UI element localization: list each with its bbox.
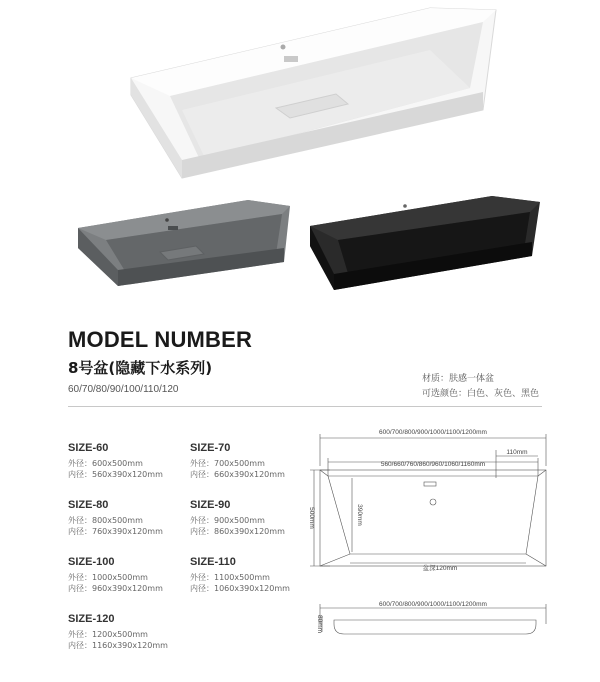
divider	[68, 406, 542, 407]
side-offset-label: 110mm	[506, 449, 528, 456]
model-number-title: MODEL NUMBER	[68, 327, 253, 352]
spec-label: SIZE-80	[68, 499, 109, 511]
spec-label: SIZE-110	[190, 556, 236, 568]
spec-outer: 外径：900x500mm	[190, 516, 265, 525]
spec-inner: 内径：1160x390x120mm	[68, 641, 168, 650]
spec-inner: 内径：1060x390x120mm	[190, 584, 290, 593]
inner-depth-label: 390mm	[356, 504, 363, 526]
spec-outer: 外径：1000x500mm	[68, 573, 148, 582]
white-basin-image	[0, 0, 600, 300]
side-width-label: 600/700/800/900/1000/1100/1200mm	[379, 601, 487, 608]
outer-depth-label: 500mm	[308, 507, 315, 529]
spec-outer: 外径：800x500mm	[68, 516, 143, 525]
technical-drawing	[300, 420, 560, 660]
size-list: 60/70/80/90/100/110/120	[68, 384, 179, 395]
spec-size-90	[190, 500, 285, 537]
spec-label: SIZE-70	[190, 442, 231, 454]
spec-label: SIZE-100	[68, 556, 115, 568]
inner-width-label: 560/660/760/860/960/1060/1160mm	[380, 461, 486, 468]
spec-size-60	[68, 443, 163, 480]
series-subtitle: 8号盆(隐藏下水系列)	[68, 359, 213, 377]
spec-label: SIZE-90	[190, 499, 231, 511]
spec-size-80	[68, 500, 163, 537]
outer-width-label: 600/700/800/900/1000/1100/1200mm	[379, 429, 487, 436]
spec-inner: 内径：960x390x120mm	[68, 584, 163, 593]
spec-size-100	[68, 557, 163, 594]
spec-inner: 内径：860x390x120mm	[190, 527, 285, 536]
spec-outer: 外径：1100x500mm	[190, 573, 270, 582]
spec-label: SIZE-60	[68, 442, 109, 454]
spec-inner: 内径：560x390x120mm	[68, 470, 163, 479]
color-options-text: 可选颜色：白色、灰色、黑色	[422, 389, 540, 399]
spec-size-110	[190, 557, 290, 594]
material-text: 材质：肤感一体盆	[422, 374, 495, 384]
height-label: 80mm	[316, 614, 323, 634]
spec-inner: 内径：760x390x120mm	[68, 527, 163, 536]
material-info	[422, 372, 539, 402]
spec-outer: 外径：1200x500mm	[68, 630, 148, 639]
spec-outer: 外径：600x500mm	[68, 459, 143, 468]
basin-depth-label: 盆深120mm	[422, 565, 458, 572]
spec-label: SIZE-120	[68, 613, 115, 625]
spec-outer: 外径：700x500mm	[190, 459, 265, 468]
spec-size-120	[68, 614, 168, 651]
spec-inner: 内径：660x390x120mm	[190, 470, 285, 479]
spec-size-70	[190, 443, 285, 480]
